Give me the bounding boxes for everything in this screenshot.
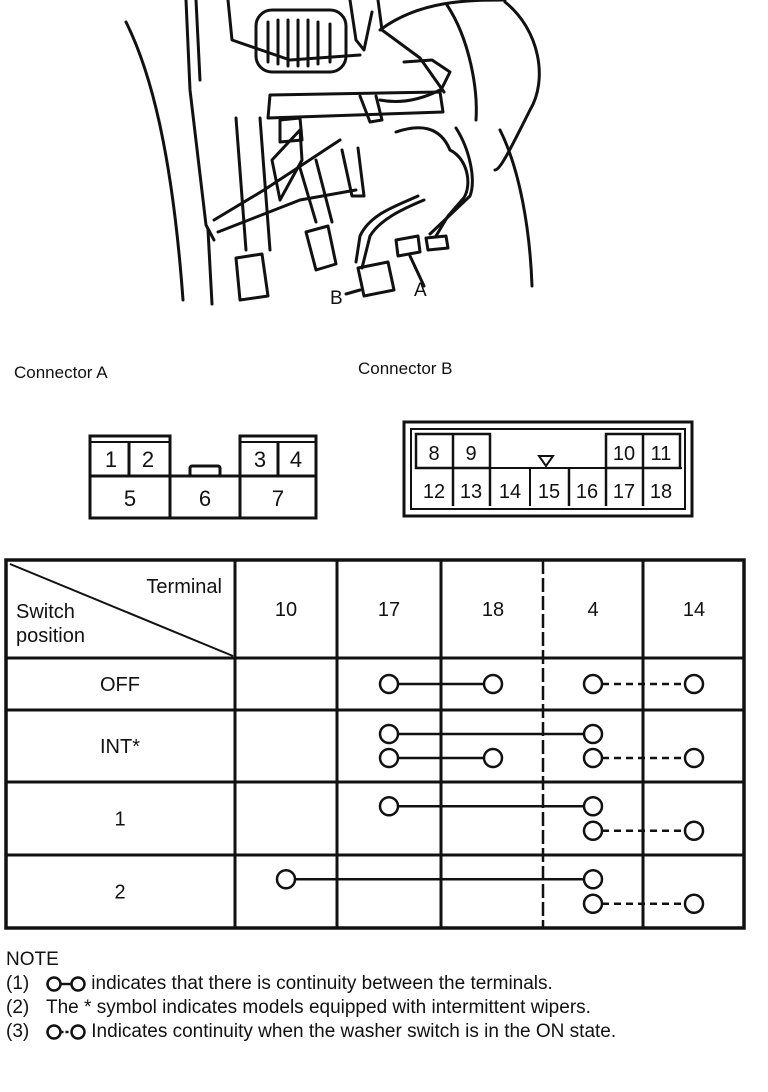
note-text: indicates that there is continuity between the terminals. bbox=[91, 973, 553, 994]
terminal-node bbox=[584, 725, 602, 743]
terminal-node bbox=[584, 797, 602, 815]
connector-b-pin: 14 bbox=[498, 481, 522, 503]
note-item bbox=[6, 996, 762, 1020]
terminal-node bbox=[484, 749, 502, 767]
washer-continuity-symbol-icon bbox=[46, 1023, 86, 1041]
connector-a-pin: 7 bbox=[271, 486, 285, 511]
terminal-header-18: 18 bbox=[481, 599, 505, 621]
terminal-node bbox=[584, 749, 602, 767]
terminal-node bbox=[584, 870, 602, 888]
terminal-header-4: 4 bbox=[587, 599, 599, 621]
terminal-node bbox=[685, 675, 703, 693]
connector-b-pin: 16 bbox=[575, 481, 599, 503]
terminal-node bbox=[685, 749, 703, 767]
terminal-header-14: 14 bbox=[682, 599, 706, 621]
terminal-node bbox=[584, 675, 602, 693]
connector-b-pin: 17 bbox=[612, 481, 636, 503]
note-heading: NOTE bbox=[6, 949, 59, 970]
note-number: (1) bbox=[6, 973, 30, 994]
note-text: Indicates continuity when the washer switch is in the ON state. bbox=[91, 1021, 617, 1042]
notes-section bbox=[6, 948, 762, 1044]
connector-a-pin: 3 bbox=[253, 447, 267, 472]
terminal-header-17: 17 bbox=[377, 599, 401, 621]
switch-position-label: 2 bbox=[114, 881, 126, 904]
continuity-symbol-icon bbox=[46, 975, 86, 993]
connector-a-pin: 1 bbox=[104, 447, 118, 472]
connector-b-pin: 11 bbox=[650, 443, 672, 465]
connector-a-pin: 5 bbox=[123, 486, 137, 511]
terminal-node bbox=[277, 870, 295, 888]
switch-position-label: OFF bbox=[100, 674, 140, 696]
connector-b-pin: 10 bbox=[612, 443, 636, 465]
terminal-node bbox=[584, 895, 602, 913]
corner-position-label: position bbox=[16, 625, 85, 647]
dashboard-illustration bbox=[126, 0, 539, 304]
connector-b-pin: 13 bbox=[459, 481, 483, 503]
note-item bbox=[6, 972, 762, 996]
corner-switch-label: Switch bbox=[16, 601, 75, 623]
terminal-node bbox=[380, 749, 398, 767]
terminal-node bbox=[484, 675, 502, 693]
note-item bbox=[6, 1020, 762, 1044]
connector-b-pin: 18 bbox=[649, 481, 673, 503]
connector-b-pin: 8 bbox=[428, 443, 440, 465]
corner-terminal-label: Terminal bbox=[146, 576, 222, 598]
terminal-headers bbox=[275, 599, 705, 621]
terminal-node bbox=[380, 675, 398, 693]
terminal-node bbox=[584, 822, 602, 840]
connector-a-pin: 4 bbox=[289, 447, 303, 472]
note-number: (2) bbox=[6, 997, 30, 1018]
callout-b-label: B bbox=[330, 288, 343, 309]
terminal-node bbox=[380, 797, 398, 815]
terminal-node bbox=[685, 822, 703, 840]
switch-position-label: INT* bbox=[100, 736, 140, 758]
note-text: The * symbol indicates models equipped with intermittent wipers. bbox=[46, 997, 591, 1018]
connector-a-title: Connector A bbox=[14, 363, 108, 382]
connector-b-title: Connector B bbox=[358, 359, 453, 378]
switch-position-label: 1 bbox=[114, 808, 126, 831]
terminal-node bbox=[380, 725, 398, 743]
note-number: (3) bbox=[6, 1021, 30, 1042]
connector-a-pin: 2 bbox=[141, 447, 155, 472]
connector-b-pin: 12 bbox=[422, 481, 446, 503]
position-labels bbox=[100, 674, 140, 904]
callout-a-label: A bbox=[414, 280, 427, 301]
terminal-node bbox=[685, 895, 703, 913]
connector-b-pin: 15 bbox=[537, 481, 561, 503]
connector-a-pin: 6 bbox=[198, 486, 212, 511]
connector-b-pin: 9 bbox=[465, 443, 477, 465]
terminal-header-10: 10 bbox=[274, 599, 298, 621]
